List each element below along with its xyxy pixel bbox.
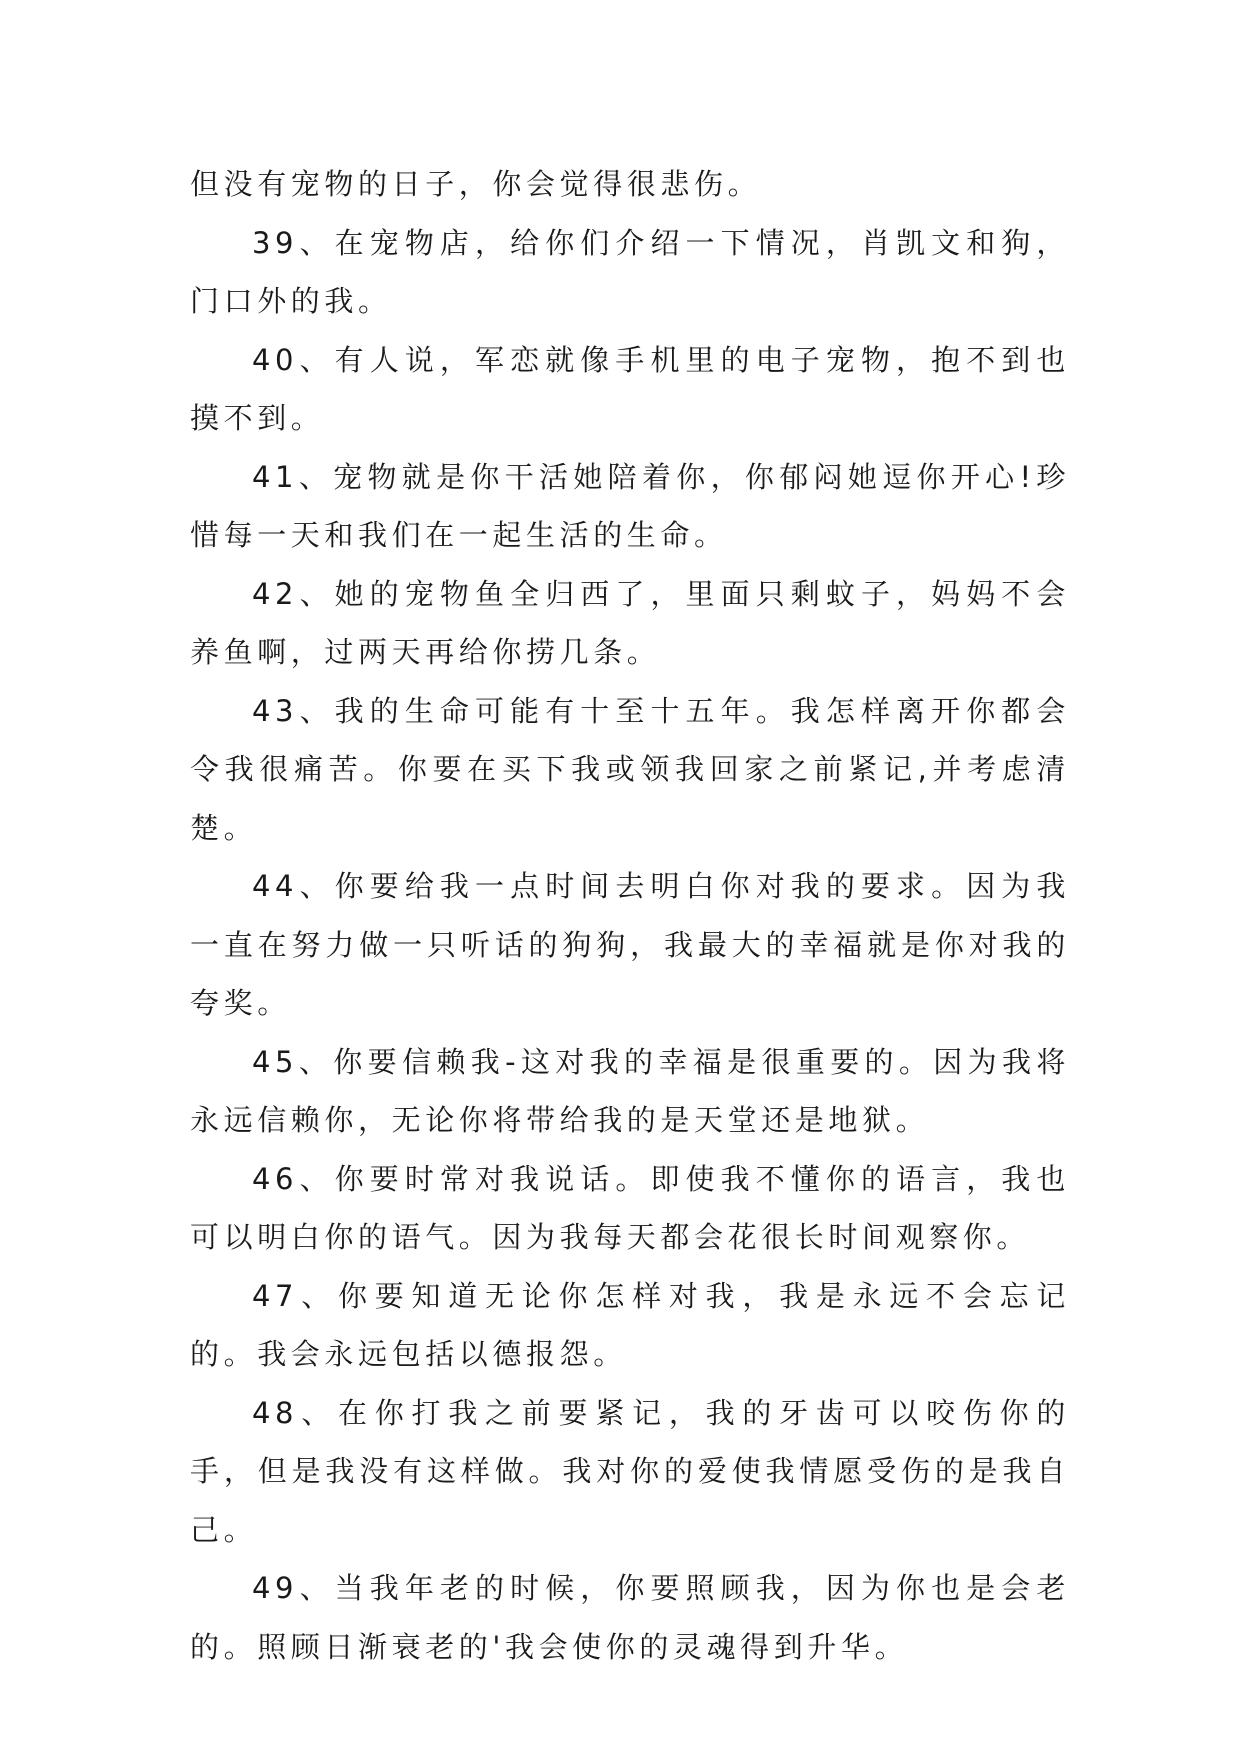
paragraph-43: 43、我的生命可能有十至十五年。我怎样离开你都会令我很痛苦。你要在买下我或领我回家之前紧记,并考虑清楚。	[190, 693, 1070, 845]
paragraph-45: 45、你要信赖我-这对我的幸福是很重要的。因为我将永远信赖你，无论你将带给我的是天堂还是地狱。	[190, 1044, 1070, 1137]
paragraph-48: 48、在你打我之前要紧记，我的牙齿可以咬伤你的手，但是我没有这样做。我对你的爱使我情愿受伤的是我自己。	[190, 1395, 1070, 1547]
paragraph-47: 47、你要知道无论你怎样对我，我是永远不会忘记的。我会永远包括以德报怨。	[190, 1278, 1070, 1371]
paragraph-46: 46、你要时常对我说话。即使我不懂你的语言，我也可以明白你的语气。因为我每天都会花很长时间观察你。	[190, 1161, 1070, 1254]
paragraph-0: 但没有宠物的日子，你会觉得很悲伤。	[190, 167, 762, 201]
paragraph-44: 44、你要给我一点时间去明白你对我的要求。因为我一直在努力做一只听话的狗狗，我最大的幸福就是你对我的夸奖。	[190, 869, 1070, 1020]
paragraph-40: 40、有人说，军恋就像手机里的电子宠物，抱不到也摸不到。	[190, 342, 1070, 435]
paragraph-41: 41、宠物就是你干活她陪着你，你郁闷她逗你开心!珍惜每一天和我们在一起生活的生命。	[190, 459, 1070, 552]
paragraph-49: 49、当我年老的时候，你要照顾我，因为你也是会老的。照顾日渐衰老的'我会使你的灵魂得到升华。	[190, 1571, 1070, 1664]
paragraph-39: 39、在宠物店，给你们介绍一下情况，肖凯文和狗，门口外的我。	[190, 225, 1070, 318]
document-body	[190, 155, 1070, 1676]
paragraph-42: 42、她的宠物鱼全归西了，里面只剩蚊子，妈妈不会养鱼啊，过两天再给你捞几条。	[190, 576, 1070, 669]
